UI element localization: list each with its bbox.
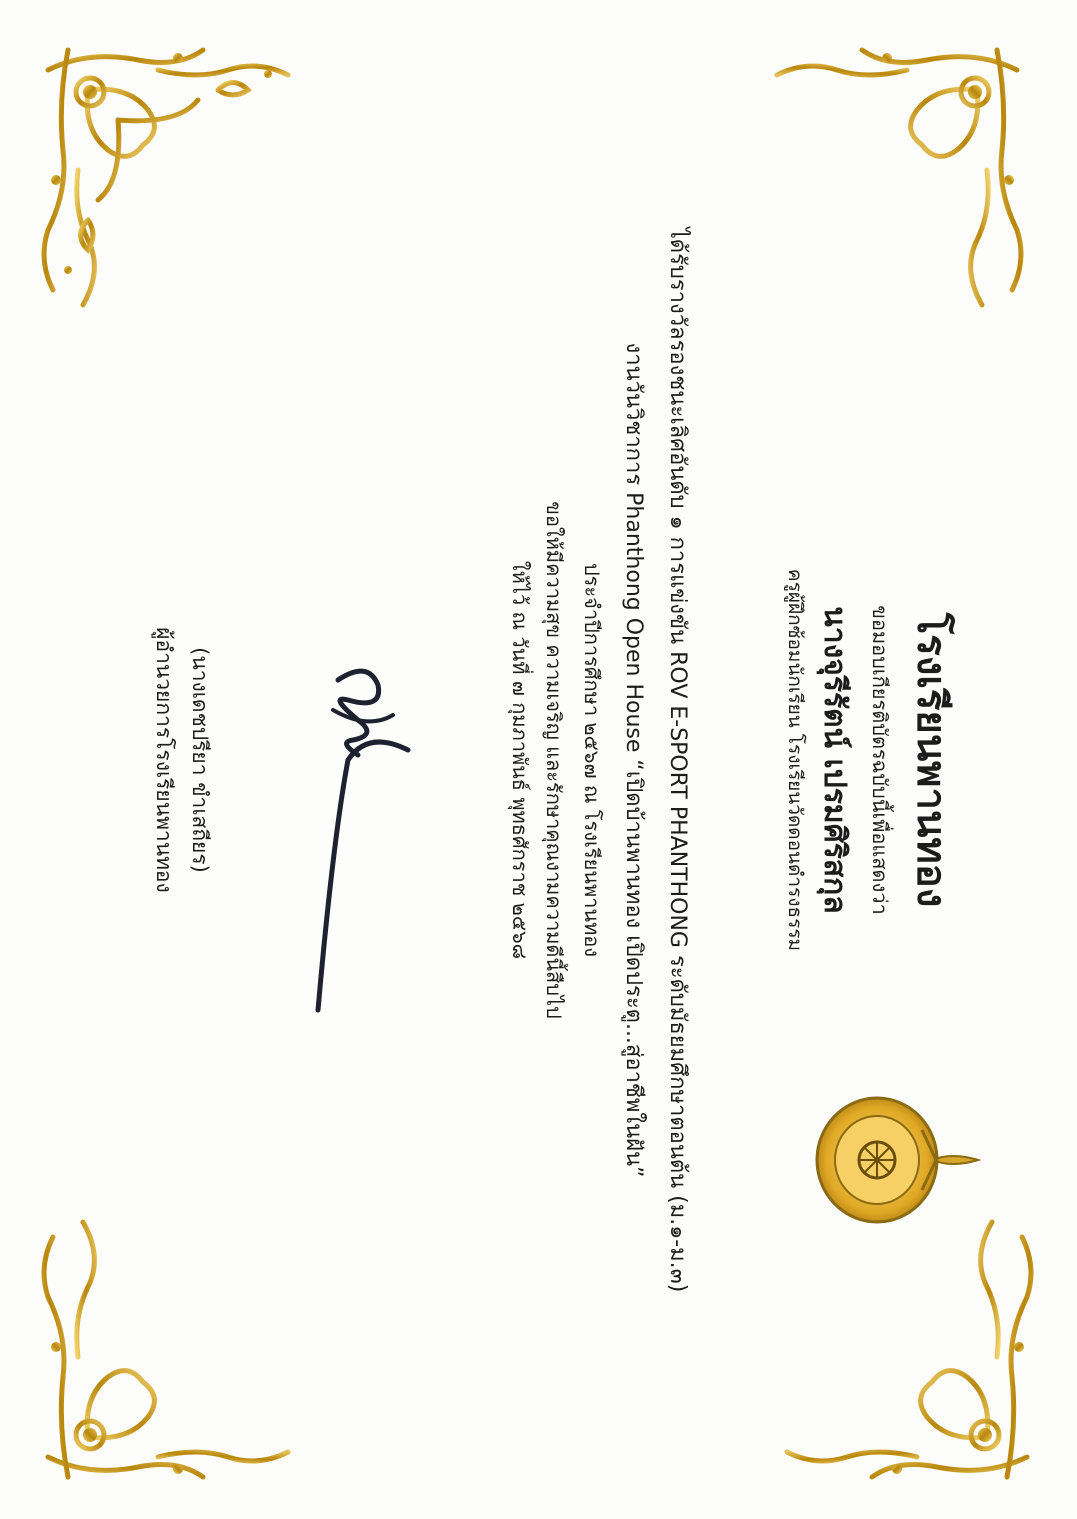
school-title: โรงเรียนพานทอง bbox=[908, 612, 954, 908]
award-description: ได้รับรางวัลรองชนะเลิศอันดับ ๑ การแข่งขัน ROV E-SPORT PHANTHONG ระดับมัธยมศึกษาตอนต้น (ม.๑-ม.๓) bbox=[665, 227, 690, 1293]
certificate-content bbox=[88, 85, 988, 1435]
event-name: งานวันวิชาการ Phanthong Open House “เปิดบ้านพานทอง เปิดประตู...สู่อาชีพในฝัน” bbox=[621, 342, 646, 1178]
recipient-role: ครูผู้ฝึกซ้อมนักเรียน โรงเรียนวัดดอนดำรงธรรม bbox=[784, 568, 806, 952]
signature-icon bbox=[288, 640, 428, 1020]
academic-year: ประจำปีการศึกษา ๒๕๖๗ ณ โรงเรียนพานทอง bbox=[580, 562, 604, 958]
recipient-name: นางจุรีรัตน์ เปรมศิริสกุล bbox=[817, 606, 852, 914]
signer-name: (นางเดชปรียา ขำเสถียร) bbox=[188, 647, 212, 873]
signature bbox=[288, 640, 428, 1020]
certificate-intro: ขอมอบเกียรติบัตรฉบับนี้เพื่อแสดงว่า bbox=[868, 605, 892, 915]
given-date: ให้ไว้ ณ วันที่ ๗ กุมภาพันธ์ พุทธศักราช ๒๕๖๘ bbox=[508, 560, 532, 960]
blessing-text: ขอให้มีความสุข ความเจริญ และรักษาคุณงามความดีนี้สืบไป bbox=[542, 501, 566, 1019]
signer-position: ผู้อำนวยการโรงเรียนพานทอง bbox=[152, 627, 176, 893]
